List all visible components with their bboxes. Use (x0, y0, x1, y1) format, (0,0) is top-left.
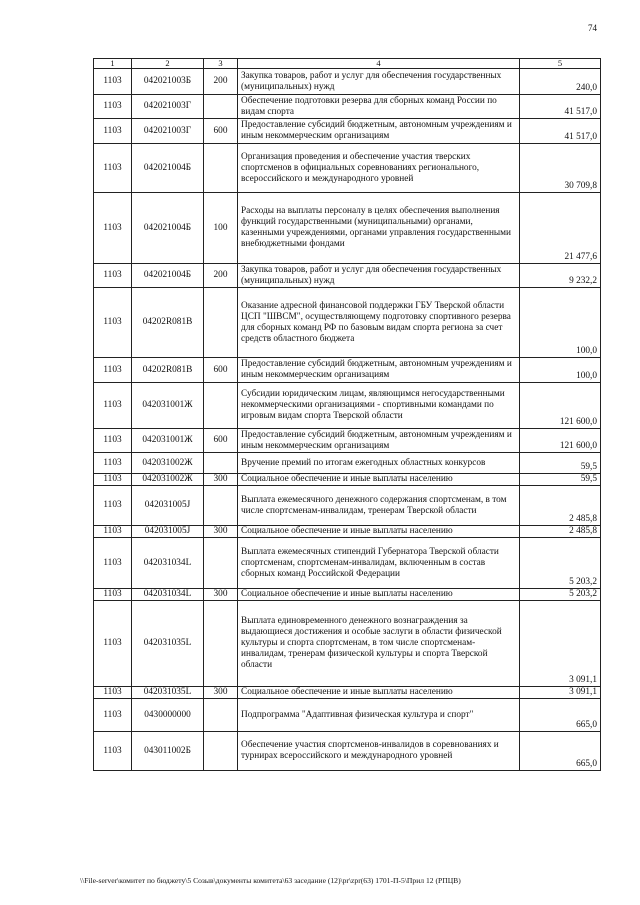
description-cell: Социальное обеспечение и иные выплаты населению (238, 474, 520, 486)
target-article-cell: 042021004Б (132, 264, 204, 288)
amount-cell: 2 485,8 (520, 486, 601, 526)
table-row (94, 69, 601, 95)
amount-cell: 665,0 (520, 732, 601, 771)
section-code-cell: 1103 (94, 486, 132, 526)
amount-cell: 100,0 (520, 358, 601, 383)
description-cell: Обеспечение подготовки резерва для сборных команд России по видам спорта (238, 95, 520, 119)
amount-cell: 100,0 (520, 288, 601, 358)
table-row (94, 193, 601, 264)
expense-type-cell: 200 (204, 69, 238, 95)
table-row (94, 264, 601, 288)
section-code-cell: 1103 (94, 288, 132, 358)
description-cell: Выплата ежемесячного денежного содержания спортсменам, в том числе спортсменам-инвалидам, тренерам Тверской области (238, 486, 520, 526)
section-code-cell: 1103 (94, 538, 132, 589)
target-article-cell: 042031002Ж (132, 474, 204, 486)
header-cell: 2 (132, 59, 204, 69)
table-row (94, 589, 601, 601)
page-number: 74 (588, 23, 597, 33)
amount-cell: 59,5 (520, 453, 601, 474)
expense-type-cell (204, 601, 238, 687)
target-article-cell: 042021003Б (132, 69, 204, 95)
section-code-cell: 1103 (94, 687, 132, 699)
header-cell: 5 (520, 59, 601, 69)
table-row (94, 453, 601, 474)
table-row (94, 95, 601, 119)
description-cell: Социальное обеспечение и иные выплаты населению (238, 526, 520, 538)
section-code-cell: 1103 (94, 429, 132, 453)
table-row (94, 699, 601, 732)
table-row (94, 687, 601, 699)
amount-cell: 2 485,8 (520, 526, 601, 538)
table-row (94, 358, 601, 383)
section-code-cell: 1103 (94, 526, 132, 538)
section-code-cell: 1103 (94, 144, 132, 193)
description-cell: Расходы на выплаты персоналу в целях обеспечения выполнения функций государственными (муниципальными) органами, казенными учреждениями, органами управления государственными внебюджетными фондами (238, 193, 520, 264)
expense-type-cell: 600 (204, 119, 238, 144)
description-cell: Организация проведения и обеспечение участия тверских спортсменов в официальных соревнованиях регионального, всероссийского и международного уровней (238, 144, 520, 193)
table-header-row (94, 59, 601, 69)
target-article-cell: 042031001Ж (132, 383, 204, 429)
description-cell: Предоставление субсидий бюджетным, автономным учреждениям и иным некоммерческим организациям (238, 358, 520, 383)
expense-type-cell: 300 (204, 687, 238, 699)
amount-cell: 59,5 (520, 474, 601, 486)
section-code-cell: 1103 (94, 474, 132, 486)
description-cell: Предоставление субсидий бюджетным, автономным учреждениям и иным некоммерческим организациям (238, 429, 520, 453)
target-article-cell: 04202R081B (132, 288, 204, 358)
target-article-cell: 0430000000 (132, 699, 204, 732)
table-row (94, 288, 601, 358)
budget-table (93, 58, 601, 771)
section-code-cell: 1103 (94, 453, 132, 474)
description-cell: Обеспечение участия спортсменов-инвалидов в соревнованиях и турнирах всероссийского и международного уровней (238, 732, 520, 771)
table-row (94, 383, 601, 429)
amount-cell: 21 477,6 (520, 193, 601, 264)
expense-type-cell (204, 288, 238, 358)
expense-type-cell (204, 486, 238, 526)
table-row (94, 144, 601, 193)
amount-cell: 5 203,2 (520, 589, 601, 601)
expense-type-cell (204, 538, 238, 589)
amount-cell: 41 517,0 (520, 95, 601, 119)
target-article-cell: 042031035L (132, 687, 204, 699)
target-article-cell: 042031005J (132, 526, 204, 538)
amount-cell: 3 091,1 (520, 601, 601, 687)
table-row (94, 538, 601, 589)
description-cell: Оказание адресной финансовой поддержки ГБУ Тверской области ЦСП "ШВСМ", осуществляющему подготовку спортивного резерва для сборных команд РФ по базовым видам спорта региона за счет средств областного бюджета (238, 288, 520, 358)
section-code-cell: 1103 (94, 358, 132, 383)
target-article-cell: 043011002Б (132, 732, 204, 771)
description-cell: Субсидии юридическим лицам, являющимся негосударственными некоммерческими организациями - спортивными командами по игровым видам спорта Тверской области (238, 383, 520, 429)
description-cell: Закупка товаров, работ и услуг для обеспечения государственных (муниципальных) нужд (238, 69, 520, 95)
target-article-cell: 042031034L (132, 589, 204, 601)
target-article-cell: 04202R081B (132, 358, 204, 383)
amount-cell: 121 600,0 (520, 429, 601, 453)
target-article-cell: 042021004Б (132, 193, 204, 264)
expense-type-cell (204, 383, 238, 429)
expense-type-cell (204, 732, 238, 771)
target-article-cell: 042031035L (132, 601, 204, 687)
amount-cell: 30 709,8 (520, 144, 601, 193)
section-code-cell: 1103 (94, 264, 132, 288)
expense-type-cell: 300 (204, 526, 238, 538)
expense-type-cell: 600 (204, 429, 238, 453)
target-article-cell: 042021003Г (132, 119, 204, 144)
description-cell: Выплата единовременного денежного вознаграждения за выдающиеся достижения и особые заслуги в области физической культуры и спорта спортсменам, в том числе спортсменам-инвалидам, тренерам физической культуры и спорта Тверской области (238, 601, 520, 687)
header-cell: 1 (94, 59, 132, 69)
description-cell: Предоставление субсидий бюджетным, автономным учреждениям и иным некоммерческим организациям (238, 119, 520, 144)
section-code-cell: 1103 (94, 119, 132, 144)
description-cell: Вручение премий по итогам ежегодных областных конкурсов (238, 453, 520, 474)
expense-type-cell: 100 (204, 193, 238, 264)
description-cell: Выплата ежемесячных стипендий Губернатора Тверской области спортсменам, спортсменам-инвалидам, включенным в состав сборных команд Российской Федерации (238, 538, 520, 589)
table-row (94, 486, 601, 526)
description-cell: Социальное обеспечение и иные выплаты населению (238, 589, 520, 601)
target-article-cell: 042021003Г (132, 95, 204, 119)
expense-type-cell: 300 (204, 589, 238, 601)
table-row (94, 474, 601, 486)
amount-cell: 3 091,1 (520, 687, 601, 699)
table-row (94, 732, 601, 771)
section-code-cell: 1103 (94, 69, 132, 95)
section-code-cell: 1103 (94, 193, 132, 264)
section-code-cell: 1103 (94, 95, 132, 119)
expense-type-cell: 600 (204, 358, 238, 383)
description-cell: Социальное обеспечение и иные выплаты населению (238, 687, 520, 699)
table-row (94, 601, 601, 687)
target-article-cell: 042021004Б (132, 144, 204, 193)
target-article-cell: 042031002Ж (132, 453, 204, 474)
header-cell: 3 (204, 59, 238, 69)
target-article-cell: 042031005J (132, 486, 204, 526)
section-code-cell: 1103 (94, 699, 132, 732)
section-code-cell: 1103 (94, 383, 132, 429)
table-row (94, 526, 601, 538)
table-row (94, 429, 601, 453)
target-article-cell: 042031034L (132, 538, 204, 589)
header-cell: 4 (238, 59, 520, 69)
section-code-cell: 1103 (94, 732, 132, 771)
table-row (94, 119, 601, 144)
expense-type-cell (204, 95, 238, 119)
section-code-cell: 1103 (94, 589, 132, 601)
amount-cell: 121 600,0 (520, 383, 601, 429)
description-cell: Подпрограмма "Адаптивная физическая культура и спорт" (238, 699, 520, 732)
amount-cell: 41 517,0 (520, 119, 601, 144)
expense-type-cell: 300 (204, 474, 238, 486)
expense-type-cell: 200 (204, 264, 238, 288)
expense-type-cell (204, 453, 238, 474)
amount-cell: 5 203,2 (520, 538, 601, 589)
amount-cell: 240,0 (520, 69, 601, 95)
description-cell: Закупка товаров, работ и услуг для обеспечения государственных (муниципальных) нужд (238, 264, 520, 288)
amount-cell: 9 232,2 (520, 264, 601, 288)
section-code-cell: 1103 (94, 601, 132, 687)
amount-cell: 665,0 (520, 699, 601, 732)
target-article-cell: 042031001Ж (132, 429, 204, 453)
expense-type-cell (204, 699, 238, 732)
footer-file-path: \\File-server\комитет по бюджету\5 Созыв\документы комитета\63 заседание (12)\pr\zpr(63) 1701-П-5\Прил 12 (РПЦВ) (80, 876, 461, 885)
expense-type-cell (204, 144, 238, 193)
